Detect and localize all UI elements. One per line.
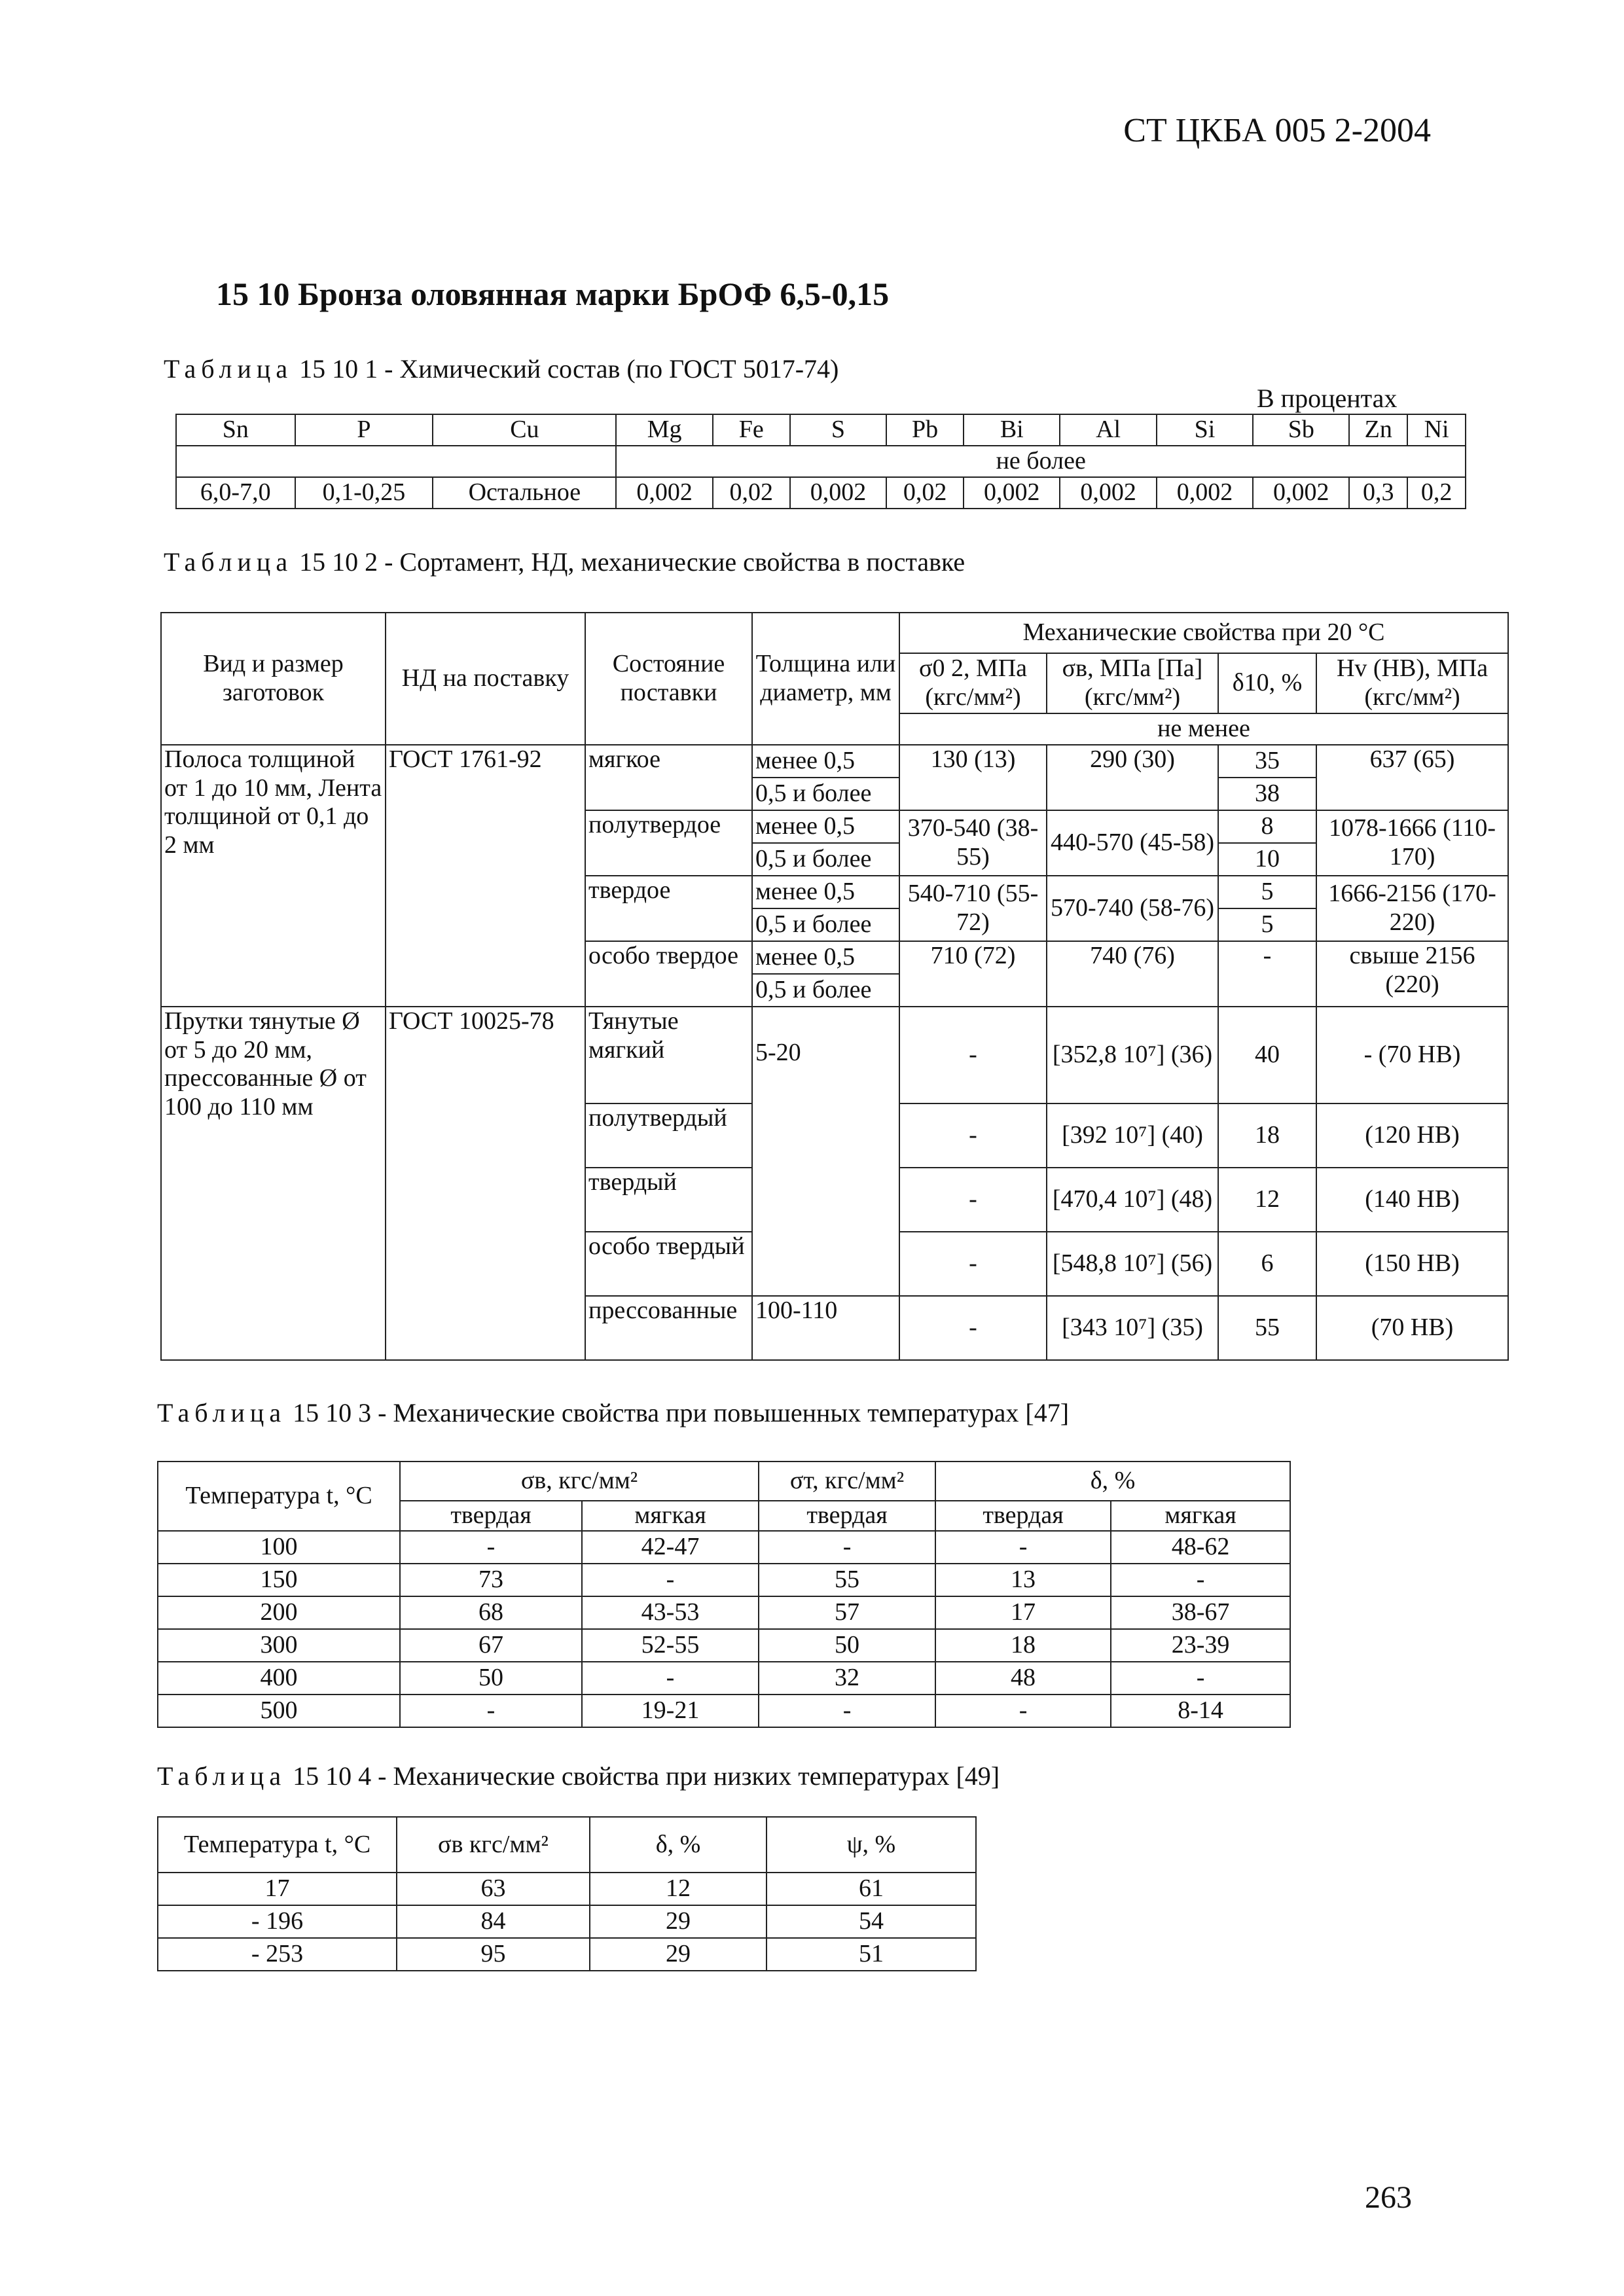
hard-sigmab: 570-740 (58-76) bbox=[1047, 876, 1218, 941]
temperature-cell: 500 bbox=[158, 1695, 400, 1727]
composition-value: 0,2 bbox=[1407, 477, 1466, 509]
header-kind: Вид и размер заготовок bbox=[161, 613, 386, 745]
value-cell: 68 bbox=[400, 1596, 582, 1629]
column-header: σв кгс/мм² bbox=[397, 1817, 590, 1873]
element-header: Sb bbox=[1253, 414, 1349, 446]
drawn-soft-delta: 40 bbox=[1218, 1007, 1316, 1103]
temperature-cell: 200 bbox=[158, 1596, 400, 1629]
value-cell: 52-55 bbox=[582, 1629, 759, 1662]
table-row bbox=[158, 1629, 1290, 1662]
value-cell: - bbox=[935, 1531, 1111, 1564]
value-cell: - bbox=[759, 1531, 935, 1564]
soft-sigmab: 290 (30) bbox=[1047, 745, 1218, 810]
value-cell: 50 bbox=[759, 1629, 935, 1662]
drawn-half-sigmab: [392 10⁷] (40) bbox=[1047, 1103, 1218, 1168]
value-cell: 57 bbox=[759, 1596, 935, 1629]
column-header: ψ, % bbox=[767, 1817, 976, 1873]
composition-value: 0,002 bbox=[1157, 477, 1253, 509]
low-temperature-table bbox=[157, 1816, 977, 1971]
temperature-cell: - 253 bbox=[158, 1938, 397, 1971]
value-cell: 61 bbox=[767, 1873, 976, 1905]
hard-delta-a: 5 bbox=[1218, 876, 1316, 908]
composition-value: 0,02 bbox=[713, 477, 790, 509]
state-drawn-half: полутвердый bbox=[585, 1103, 752, 1168]
limit-note: не более bbox=[616, 446, 1466, 477]
pressed-hardness: (70 HB) bbox=[1316, 1296, 1508, 1360]
value-cell: 73 bbox=[400, 1564, 582, 1596]
value-cell: - bbox=[582, 1662, 759, 1695]
composition-value: 0,002 bbox=[1060, 477, 1156, 509]
table-row bbox=[158, 1564, 1290, 1596]
document-code: СТ ЦКБА 005 2-2004 bbox=[1123, 112, 1431, 149]
temperature-cell: - 196 bbox=[158, 1905, 397, 1938]
drawn-hard-delta: 12 bbox=[1218, 1168, 1316, 1232]
column-header: δ, % bbox=[590, 1817, 767, 1873]
element-header: Bi bbox=[964, 414, 1060, 446]
thickness-lt05: менее 0,5 bbox=[752, 876, 899, 908]
state-label: мягкий bbox=[588, 1035, 665, 1064]
section-title: 15 10 Бронза оловянная марки БрОФ 6,5-0,15 bbox=[216, 276, 890, 312]
value-cell: 19-21 bbox=[582, 1695, 759, 1727]
thickness-drawn: 5-20 bbox=[752, 1007, 899, 1296]
caption-word: Таблица bbox=[164, 547, 293, 577]
header-sigmat: σт, кгс/мм² bbox=[759, 1462, 935, 1501]
header-delta: δ, % bbox=[935, 1462, 1290, 1501]
header-mechanical: Механические свойства при 20 °С bbox=[899, 613, 1508, 653]
value-cell: 38-67 bbox=[1111, 1596, 1290, 1629]
hard-sigma02: 540-710 (55-72) bbox=[899, 876, 1047, 941]
table4-caption bbox=[157, 1761, 1000, 1791]
drawn-soft-sigma02: - bbox=[899, 1007, 1047, 1103]
state-drawn-soft bbox=[585, 1007, 752, 1103]
table2-caption bbox=[164, 547, 965, 577]
drawn-half-sigma02: - bbox=[899, 1103, 1047, 1168]
value-cell: 18 bbox=[935, 1629, 1111, 1662]
group1-nd: ГОСТ 1761-92 bbox=[386, 745, 585, 1007]
extra-hardness: свыше 2156 (220) bbox=[1316, 941, 1508, 1007]
header-sigmab: σв, МПа [Па] (кгс/мм²) bbox=[1047, 653, 1218, 713]
composition-value: 6,0-7,0 bbox=[176, 477, 295, 509]
drawn-hard-sigma02: - bbox=[899, 1168, 1047, 1232]
caption-text: - Механические свойства при повышенных температурах [47] bbox=[378, 1398, 1070, 1427]
header-temperature: Температура t, °С bbox=[158, 1462, 400, 1531]
value-cell: 54 bbox=[767, 1905, 976, 1938]
value-cell: 23-39 bbox=[1111, 1629, 1290, 1662]
composition-value: 0,002 bbox=[964, 477, 1060, 509]
table-row bbox=[158, 1938, 976, 1971]
caption-text: - Сортамент, НД, механические свойства в поставке bbox=[384, 547, 965, 577]
value-cell: - bbox=[935, 1695, 1111, 1727]
state-soft: мягкое bbox=[585, 745, 752, 810]
value-cell: - bbox=[400, 1695, 582, 1727]
soft-hardness: 637 (65) bbox=[1316, 745, 1508, 810]
temperature-cell: 150 bbox=[158, 1564, 400, 1596]
temperature-cell: 17 bbox=[158, 1873, 397, 1905]
assortment-table bbox=[160, 612, 1509, 1361]
value-cell: 51 bbox=[767, 1938, 976, 1971]
half-delta-a: 8 bbox=[1218, 810, 1316, 843]
drawn-hard-hardness: (140 HB) bbox=[1316, 1168, 1508, 1232]
element-header: Si bbox=[1157, 414, 1253, 446]
thickness-lt05: менее 0,5 bbox=[752, 941, 899, 974]
header-sigma02: σ0 2, МПа (кгс/мм²) bbox=[899, 653, 1047, 713]
caption-word: Таблица bbox=[157, 1761, 287, 1791]
value-cell: 48-62 bbox=[1111, 1531, 1290, 1564]
value-cell: 29 bbox=[590, 1938, 767, 1971]
state-extra-hard: особо твердое bbox=[585, 941, 752, 1007]
value-cell: 17 bbox=[935, 1596, 1111, 1629]
composition-value: 0,002 bbox=[1253, 477, 1349, 509]
value-cell: 32 bbox=[759, 1662, 935, 1695]
composition-value: 0,02 bbox=[886, 477, 964, 509]
caption-number: 15 10 3 bbox=[293, 1398, 372, 1427]
state-drawn-hard: твердый bbox=[585, 1168, 752, 1232]
header-soft: мягкая bbox=[582, 1501, 759, 1531]
pressed-delta: 55 bbox=[1218, 1296, 1316, 1360]
caption-number: 15 10 4 bbox=[293, 1761, 372, 1791]
soft-delta-a: 35 bbox=[1218, 745, 1316, 778]
units-note: В процентах bbox=[1257, 384, 1398, 413]
state-pressed: прессованные bbox=[585, 1296, 752, 1360]
caption-word: Таблица bbox=[164, 354, 293, 384]
half-sigmab: 440-570 (45-58) bbox=[1047, 810, 1218, 876]
header-hard: твердая bbox=[400, 1501, 582, 1531]
thickness-ge05: 0,5 и более bbox=[752, 778, 899, 810]
thickness-ge05: 0,5 и более bbox=[752, 843, 899, 876]
thickness-pressed: 100-110 bbox=[752, 1296, 899, 1360]
table3-caption bbox=[157, 1397, 1069, 1428]
half-hardness: 1078-1666 (110-170) bbox=[1316, 810, 1508, 876]
composition-value: 0,1-0,25 bbox=[295, 477, 433, 509]
value-cell: 95 bbox=[397, 1938, 590, 1971]
value-cell: - bbox=[1111, 1662, 1290, 1695]
table-row bbox=[158, 1873, 976, 1905]
header-delta10: δ10, % bbox=[1218, 653, 1316, 713]
value-cell: 29 bbox=[590, 1905, 767, 1938]
header-hardness: Hv (HB), МПа (кгс/мм²) bbox=[1316, 653, 1508, 713]
state-half-hard: полутвердое bbox=[585, 810, 752, 876]
table-row bbox=[158, 1695, 1290, 1727]
group2-kind: Прутки тянутые Ø от 5 до 20 мм, прессованные Ø от 100 до 110 мм bbox=[161, 1007, 386, 1360]
header-state: Состояние поставки bbox=[585, 613, 752, 745]
state-hard: твердое bbox=[585, 876, 752, 941]
element-header: Fe bbox=[713, 414, 790, 446]
extra-sigma02: 710 (72) bbox=[899, 941, 1047, 1007]
header-hard: твердая bbox=[935, 1501, 1111, 1531]
state-drawn-extra: особо твердый bbox=[585, 1232, 752, 1296]
drawn-extra-hardness: (150 HB) bbox=[1316, 1232, 1508, 1296]
extra-sigmab: 740 (76) bbox=[1047, 941, 1218, 1007]
empty-cell bbox=[176, 446, 616, 477]
extra-delta: - bbox=[1218, 941, 1316, 1007]
group1-kind: Полоса толщиной от 1 до 10 мм, Лента толщиной от 0,1 до 2 мм bbox=[161, 745, 386, 1007]
value-cell: - bbox=[1111, 1564, 1290, 1596]
header-sigmab: σв, кгс/мм² bbox=[400, 1462, 759, 1501]
caption-text: - Механические свойства при низких температурах [49] bbox=[378, 1761, 1000, 1791]
element-header: S bbox=[790, 414, 886, 446]
value-cell: - bbox=[400, 1531, 582, 1564]
drawn-half-hardness: (120 HB) bbox=[1316, 1103, 1508, 1168]
header-soft: мягкая bbox=[1111, 1501, 1290, 1531]
element-header: Zn bbox=[1349, 414, 1407, 446]
composition-value: Остальное bbox=[433, 477, 616, 509]
value-cell: 43-53 bbox=[582, 1596, 759, 1629]
drawn-soft-hardness: - (70 HB) bbox=[1316, 1007, 1508, 1103]
high-temperature-table bbox=[157, 1461, 1291, 1728]
table-row bbox=[158, 1596, 1290, 1629]
element-header: Cu bbox=[433, 414, 616, 446]
table-row bbox=[158, 1662, 1290, 1695]
drawn-half-delta: 18 bbox=[1218, 1103, 1316, 1168]
soft-sigma02: 130 (13) bbox=[899, 745, 1047, 810]
value-cell: 50 bbox=[400, 1662, 582, 1695]
half-delta-b: 10 bbox=[1218, 843, 1316, 876]
temperature-cell: 400 bbox=[158, 1662, 400, 1695]
caption-number: 15 10 1 bbox=[299, 354, 378, 384]
thickness-ge05: 0,5 и более bbox=[752, 974, 899, 1007]
drawn-label: Тянутые bbox=[588, 1007, 679, 1035]
element-header: Mg bbox=[616, 414, 712, 446]
chemical-composition-table bbox=[175, 414, 1466, 509]
element-header: Al bbox=[1060, 414, 1156, 446]
table-row bbox=[158, 1905, 976, 1938]
page-number: 263 bbox=[1365, 2180, 1412, 2215]
value-cell: 13 bbox=[935, 1564, 1111, 1596]
soft-delta-b: 38 bbox=[1218, 778, 1316, 810]
group2-nd: ГОСТ 10025-78 bbox=[386, 1007, 585, 1360]
value-cell: 42-47 bbox=[582, 1531, 759, 1564]
value-cell: 55 bbox=[759, 1564, 935, 1596]
hard-delta-b: 5 bbox=[1218, 908, 1316, 941]
column-header: Температура t, °С bbox=[158, 1817, 397, 1873]
caption-text: - Химический состав (по ГОСТ 5017-74) bbox=[384, 354, 839, 384]
value-cell: 84 bbox=[397, 1905, 590, 1938]
composition-value: 0,3 bbox=[1349, 477, 1407, 509]
drawn-extra-delta: 6 bbox=[1218, 1232, 1316, 1296]
header-thickness: Толщина или диаметр, мм bbox=[752, 613, 899, 745]
header-hard: твердая bbox=[759, 1501, 935, 1531]
table1-caption bbox=[164, 353, 839, 384]
drawn-soft-sigmab: [352,8 10⁷] (36) bbox=[1047, 1007, 1218, 1103]
value-cell: 48 bbox=[935, 1662, 1111, 1695]
table-row bbox=[158, 1531, 1290, 1564]
composition-value: 0,002 bbox=[616, 477, 712, 509]
element-header: Ni bbox=[1407, 414, 1466, 446]
element-header: P bbox=[295, 414, 433, 446]
hard-hardness: 1666-2156 (170-220) bbox=[1316, 876, 1508, 941]
header-nd: НД на поставку bbox=[386, 613, 585, 745]
half-sigma02: 370-540 (38-55) bbox=[899, 810, 1047, 876]
pressed-sigmab: [343 10⁷] (35) bbox=[1047, 1296, 1218, 1360]
value-cell: - bbox=[759, 1695, 935, 1727]
drawn-extra-sigmab: [548,8 10⁷] (56) bbox=[1047, 1232, 1218, 1296]
value-cell: - bbox=[582, 1564, 759, 1596]
pressed-sigma02: - bbox=[899, 1296, 1047, 1360]
caption-word: Таблица bbox=[157, 1398, 287, 1427]
element-header: Sn bbox=[176, 414, 295, 446]
value-cell: 67 bbox=[400, 1629, 582, 1662]
temperature-cell: 300 bbox=[158, 1629, 400, 1662]
value-cell: 8-14 bbox=[1111, 1695, 1290, 1727]
thickness-lt05: менее 0,5 bbox=[752, 745, 899, 778]
value-cell: 12 bbox=[590, 1873, 767, 1905]
value-cell: 63 bbox=[397, 1873, 590, 1905]
composition-value: 0,002 bbox=[790, 477, 886, 509]
drawn-extra-sigma02: - bbox=[899, 1232, 1047, 1296]
header-min: не менее bbox=[899, 713, 1508, 745]
temperature-cell: 100 bbox=[158, 1531, 400, 1564]
caption-number: 15 10 2 bbox=[299, 547, 378, 577]
thickness-ge05: 0,5 и более bbox=[752, 908, 899, 941]
drawn-hard-sigmab: [470,4 10⁷] (48) bbox=[1047, 1168, 1218, 1232]
thickness-lt05: менее 0,5 bbox=[752, 810, 899, 843]
element-header: Pb bbox=[886, 414, 964, 446]
